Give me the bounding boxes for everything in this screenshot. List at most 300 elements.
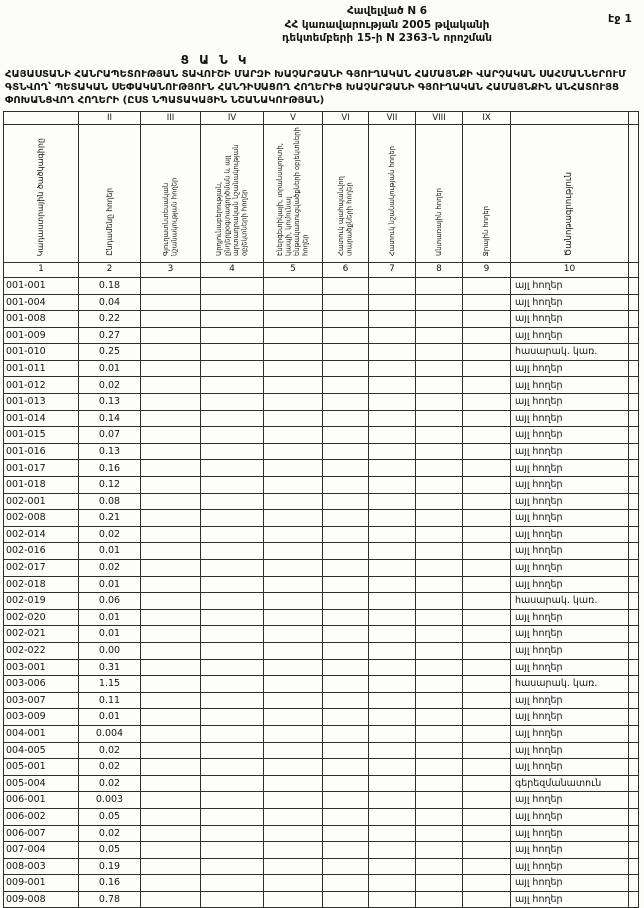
area-value-cell: 0.02 — [79, 759, 141, 776]
area-value-cell: 0.08 — [79, 493, 141, 510]
empty-category-cell — [463, 659, 511, 676]
empty-category-cell — [416, 609, 463, 626]
margin-strip-cell — [629, 742, 639, 759]
empty-category-cell — [141, 792, 201, 809]
empty-category-cell — [323, 327, 369, 344]
margin-strip-cell — [629, 410, 639, 427]
empty-category-cell — [201, 808, 264, 825]
empty-category-cell — [141, 825, 201, 842]
column-label-cell-text: Հատուկ նշանակության հողեր — [387, 145, 396, 256]
empty-category-cell — [369, 526, 416, 543]
empty-category-cell — [201, 526, 264, 543]
empty-category-cell — [369, 792, 416, 809]
empty-category-cell — [323, 725, 369, 742]
note-cell: այլ հողեր — [511, 560, 629, 577]
empty-category-cell — [264, 626, 323, 643]
table-row — [4, 344, 639, 361]
page-number: էջ 1 — [608, 12, 632, 25]
empty-category-cell — [201, 543, 264, 560]
note-cell: այլ հողեր — [511, 626, 629, 643]
column-label-cell — [141, 124, 201, 262]
cadastral-code-cell: 004-005 — [4, 742, 79, 759]
table-row — [4, 377, 639, 394]
empty-category-cell — [141, 725, 201, 742]
empty-category-cell — [201, 609, 264, 626]
empty-category-cell — [463, 709, 511, 726]
empty-category-cell — [369, 277, 416, 294]
empty-category-cell — [416, 394, 463, 411]
empty-category-cell — [264, 493, 323, 510]
empty-category-cell — [141, 526, 201, 543]
empty-category-cell — [416, 443, 463, 460]
column-number-cell: 7 — [369, 262, 416, 277]
note-cell: այլ հողեր — [511, 642, 629, 659]
empty-category-cell — [323, 410, 369, 427]
empty-category-cell — [323, 676, 369, 693]
empty-category-cell — [323, 759, 369, 776]
column-number-cell: 8 — [416, 262, 463, 277]
empty-category-cell — [323, 427, 369, 444]
margin-strip-cell — [629, 725, 639, 742]
column-label-cell-text: Արդյունաբերության, ընդերքօգտագործման և այլ արտադրական նշանակության օբյեկտների հողեր — [215, 144, 249, 256]
empty-category-cell — [264, 543, 323, 560]
cadastral-code-cell: 001-018 — [4, 477, 79, 494]
empty-category-cell — [369, 891, 416, 908]
empty-category-cell — [141, 443, 201, 460]
empty-category-cell — [416, 742, 463, 759]
note-cell: այլ հողեր — [511, 858, 629, 875]
empty-category-cell — [369, 858, 416, 875]
empty-category-cell — [201, 443, 264, 460]
empty-category-cell — [141, 410, 201, 427]
empty-category-cell — [323, 377, 369, 394]
empty-category-cell — [201, 510, 264, 527]
column-number-cell: 6 — [323, 262, 369, 277]
scanned-document-page — [0, 5, 644, 906]
note-cell: այլ հողեր — [511, 526, 629, 543]
area-value-cell: 0.16 — [79, 875, 141, 892]
empty-category-cell — [463, 493, 511, 510]
empty-category-cell — [201, 825, 264, 842]
area-value-cell: 0.02 — [79, 775, 141, 792]
margin-strip-cell — [629, 858, 639, 875]
empty-category-cell — [416, 825, 463, 842]
empty-category-cell — [323, 742, 369, 759]
empty-category-cell — [141, 394, 201, 411]
empty-category-cell — [264, 526, 323, 543]
area-value-cell: 0.05 — [79, 842, 141, 859]
empty-category-cell — [264, 891, 323, 908]
note-cell: այլ հողեր — [511, 792, 629, 809]
empty-category-cell — [201, 344, 264, 361]
empty-category-cell — [264, 327, 323, 344]
empty-category-cell — [264, 377, 323, 394]
empty-category-cell — [323, 576, 369, 593]
empty-category-cell — [141, 477, 201, 494]
empty-category-cell — [416, 311, 463, 328]
column-label-cell-text: Հատուկ պահպանվող տարածքների հողեր — [337, 176, 354, 256]
roman-numeral-cell: V — [264, 111, 323, 124]
cadastral-code-cell: 005-001 — [4, 759, 79, 776]
empty-category-cell — [463, 526, 511, 543]
roman-numeral-cell: IV — [201, 111, 264, 124]
empty-category-cell — [264, 875, 323, 892]
empty-category-cell — [201, 642, 264, 659]
empty-category-cell — [369, 460, 416, 477]
roman-numeral-cell: VI — [323, 111, 369, 124]
empty-category-cell — [264, 311, 323, 328]
cadastral-code-cell: 002-014 — [4, 526, 79, 543]
cadastral-code-cell: 002-017 — [4, 560, 79, 577]
empty-category-cell — [323, 443, 369, 460]
column-label-cell — [79, 124, 141, 262]
empty-category-cell — [416, 659, 463, 676]
empty-category-cell — [369, 311, 416, 328]
empty-category-cell — [463, 410, 511, 427]
empty-category-cell — [323, 891, 369, 908]
cadastral-code-cell: 002-022 — [4, 642, 79, 659]
table-row — [4, 891, 639, 908]
cadastral-code-cell: 001-008 — [4, 311, 79, 328]
cadastral-code-cell: 002-018 — [4, 576, 79, 593]
margin-strip-cell — [629, 327, 639, 344]
appendix-reference — [222, 5, 552, 46]
empty-category-cell — [264, 659, 323, 676]
table-row — [4, 560, 639, 577]
empty-category-cell — [369, 808, 416, 825]
empty-category-cell — [416, 327, 463, 344]
empty-category-cell — [323, 294, 369, 311]
table-row — [4, 593, 639, 610]
area-value-cell: 0.14 — [79, 410, 141, 427]
empty-category-cell — [201, 294, 264, 311]
empty-category-cell — [416, 526, 463, 543]
empty-category-cell — [463, 759, 511, 776]
empty-category-cell — [463, 692, 511, 709]
empty-category-cell — [369, 327, 416, 344]
empty-category-cell — [323, 775, 369, 792]
table-row — [4, 510, 639, 527]
empty-category-cell — [463, 725, 511, 742]
cadastral-code-cell: 008-003 — [4, 858, 79, 875]
margin-strip-cell — [629, 609, 639, 626]
empty-category-cell — [369, 543, 416, 560]
column-number-cell: 3 — [141, 262, 201, 277]
margin-strip-cell — [629, 875, 639, 892]
cadastral-code-cell: 004-001 — [4, 725, 79, 742]
empty-category-cell — [463, 360, 511, 377]
empty-category-cell — [201, 742, 264, 759]
table-row — [4, 543, 639, 560]
area-value-cell: 0.12 — [79, 477, 141, 494]
empty-category-cell — [201, 692, 264, 709]
empty-category-cell — [141, 493, 201, 510]
empty-category-cell — [141, 659, 201, 676]
area-value-cell: 0.02 — [79, 742, 141, 759]
empty-category-cell — [369, 560, 416, 577]
empty-category-cell — [416, 477, 463, 494]
empty-category-cell — [416, 676, 463, 693]
empty-category-cell — [323, 510, 369, 527]
empty-category-cell — [201, 477, 264, 494]
empty-category-cell — [323, 360, 369, 377]
empty-category-cell — [463, 593, 511, 610]
empty-category-cell — [264, 609, 323, 626]
area-value-cell: 0.004 — [79, 725, 141, 742]
note-cell: այլ հողեր — [511, 460, 629, 477]
empty-category-cell — [141, 311, 201, 328]
margin-strip-cell — [629, 377, 639, 394]
column-number-cell: 5 — [264, 262, 323, 277]
empty-category-cell — [264, 775, 323, 792]
column-number-cell: 1 — [4, 262, 79, 277]
empty-category-cell — [323, 842, 369, 859]
note-cell: այլ հողեր — [511, 875, 629, 892]
column-label-cell — [369, 124, 416, 262]
empty-category-cell — [416, 493, 463, 510]
empty-category-cell — [463, 510, 511, 527]
table-row — [4, 709, 639, 726]
margin-strip-cell — [629, 576, 639, 593]
empty-category-cell — [416, 709, 463, 726]
empty-category-cell — [416, 775, 463, 792]
empty-category-cell — [264, 725, 323, 742]
table-row — [4, 725, 639, 742]
note-cell: այլ հողեր — [511, 311, 629, 328]
empty-category-cell — [369, 825, 416, 842]
cadastral-code-cell: 001-013 — [4, 394, 79, 411]
note-cell: այլ հողեր — [511, 410, 629, 427]
note-cell: այլ հողեր — [511, 427, 629, 444]
empty-category-cell — [323, 460, 369, 477]
empty-category-cell — [463, 642, 511, 659]
empty-category-cell — [463, 875, 511, 892]
empty-category-cell — [201, 394, 264, 411]
margin-strip-cell — [629, 443, 639, 460]
margin-strip-cell — [629, 460, 639, 477]
margin-strip-cell — [629, 792, 639, 809]
document-title: ՀԱՅԱՍՏԱՆԻ ՀԱՆՐԱՊԵՏՈՒԹՅԱՆ ՏԱՎՈՒՇԻ ՄԱՐԶԻ ԽԱՉԱՐՁԱՆԻ ԳՅՈՒՂԱԿԱՆ ՀԱՄԱՅՆՔԻ ՎԱՐՉԱԿԱՆ ՍԱՀՄԱՆՆԵՐՈՒՄ ԳՏՆՎՈՂ՝ ՊԵՏԱԿԱՆ ՍԵՓԱԿԱՆՈՒԹՅՈՒՆ ՀԱՆԴԻՍԱՑՈՂ ՀՈՂԵՐԻՑ ԽԱՉԱՐՁԱՆԻ ԳՅՈՒՂԱԿԱՆ ՀԱՄԱՅՆՔԻՆ ԱՆՀԱՏՈՒՅՑ ՓՈԽԱՆՑՎՈՂ ՀՈՂԵՐԻ (ԸՍՏ ՆՊԱՏԱԿԱՅԻՆ ՆՇԱՆԱԿՈՒԹՅԱՆ) — [5, 68, 627, 106]
note-cell: այլ հողեր — [511, 543, 629, 560]
margin-strip-cell — [629, 709, 639, 726]
empty-category-cell — [141, 875, 201, 892]
empty-category-cell — [201, 725, 264, 742]
empty-category-cell — [201, 560, 264, 577]
empty-category-cell — [369, 394, 416, 411]
note-cell: այլ հողեր — [511, 510, 629, 527]
empty-category-cell — [323, 792, 369, 809]
empty-category-cell — [463, 808, 511, 825]
roman-numeral-cell: VIII — [416, 111, 463, 124]
cadastral-code-cell: 002-016 — [4, 543, 79, 560]
empty-category-cell — [264, 858, 323, 875]
empty-category-cell — [141, 676, 201, 693]
empty-category-cell — [201, 593, 264, 610]
cadastral-code-cell: 001-009 — [4, 327, 79, 344]
empty-category-cell — [416, 277, 463, 294]
empty-category-cell — [369, 593, 416, 610]
empty-category-cell — [416, 891, 463, 908]
empty-category-cell — [463, 543, 511, 560]
area-value-cell: 0.01 — [79, 543, 141, 560]
area-value-cell: 0.02 — [79, 377, 141, 394]
table-row — [4, 858, 639, 875]
area-value-cell: 0.19 — [79, 858, 141, 875]
empty-category-cell — [369, 294, 416, 311]
empty-category-cell — [463, 560, 511, 577]
note-cell: այլ հողեր — [511, 825, 629, 842]
empty-category-cell — [463, 825, 511, 842]
cadastral-code-cell: 001-001 — [4, 277, 79, 294]
cadastral-code-cell: 001-004 — [4, 294, 79, 311]
empty-category-cell — [141, 576, 201, 593]
empty-category-cell — [323, 692, 369, 709]
area-value-cell: 0.07 — [79, 427, 141, 444]
empty-category-cell — [141, 510, 201, 527]
area-value-cell: 0.21 — [79, 510, 141, 527]
note-cell: այլ հողեր — [511, 808, 629, 825]
margin-strip-cell — [629, 311, 639, 328]
empty-category-cell — [416, 875, 463, 892]
empty-category-cell — [264, 410, 323, 427]
margin-strip-cell — [629, 692, 639, 709]
empty-category-cell — [323, 626, 369, 643]
empty-category-cell — [201, 842, 264, 859]
area-value-cell: 0.01 — [79, 626, 141, 643]
empty-category-cell — [463, 576, 511, 593]
cadastral-code-cell: 003-006 — [4, 676, 79, 693]
empty-category-cell — [463, 377, 511, 394]
empty-category-cell — [201, 327, 264, 344]
area-value-cell: 0.13 — [79, 443, 141, 460]
column-label-cell-text: Ծանոթագրություն — [564, 171, 575, 256]
empty-category-cell — [323, 311, 369, 328]
column-label-cell-text: Ընդամենը հողեր — [104, 188, 114, 256]
empty-category-cell — [463, 609, 511, 626]
margin-strip-cell — [629, 394, 639, 411]
margin-strip-cell — [629, 526, 639, 543]
roman-numeral-cell: II — [79, 111, 141, 124]
note-cell: այլ հողեր — [511, 709, 629, 726]
cadastral-code-cell: 001-014 — [4, 410, 79, 427]
empty-category-cell — [463, 327, 511, 344]
empty-category-cell — [264, 427, 323, 444]
area-value-cell: 0.01 — [79, 609, 141, 626]
empty-category-cell — [323, 709, 369, 726]
cadastral-code-cell: 003-001 — [4, 659, 79, 676]
empty-category-cell — [369, 842, 416, 859]
empty-category-cell — [463, 775, 511, 792]
column-number-cell: 9 — [463, 262, 511, 277]
empty-category-cell — [323, 858, 369, 875]
empty-category-cell — [264, 477, 323, 494]
cadastral-code-cell: 002-019 — [4, 593, 79, 610]
empty-category-cell — [201, 377, 264, 394]
area-value-cell: 0.13 — [79, 394, 141, 411]
empty-category-cell — [323, 543, 369, 560]
area-value-cell: 0.02 — [79, 526, 141, 543]
empty-category-cell — [201, 493, 264, 510]
empty-category-cell — [416, 858, 463, 875]
table-row — [4, 676, 639, 693]
margin-strip-cell — [629, 825, 639, 842]
roman-numeral-cell: VII — [369, 111, 416, 124]
empty-category-cell — [264, 294, 323, 311]
empty-category-cell — [463, 477, 511, 494]
table-row — [4, 742, 639, 759]
cadastral-code-cell: 001-017 — [4, 460, 79, 477]
empty-category-cell — [369, 676, 416, 693]
empty-category-cell — [369, 709, 416, 726]
empty-category-cell — [323, 825, 369, 842]
empty-category-cell — [369, 626, 416, 643]
empty-category-cell — [416, 626, 463, 643]
note-cell: հասարակ. կառ. — [511, 344, 629, 361]
column-label-cell — [416, 124, 463, 262]
empty-category-cell — [264, 360, 323, 377]
cadastral-code-cell: 001-012 — [4, 377, 79, 394]
empty-category-cell — [416, 294, 463, 311]
cadastral-code-cell: 007-004 — [4, 842, 79, 859]
empty-category-cell — [323, 526, 369, 543]
margin-strip-cell — [629, 543, 639, 560]
column-label-cell-text: Կադաստրային ծածկագիրը — [36, 137, 45, 256]
empty-category-cell — [264, 593, 323, 610]
empty-category-cell — [369, 427, 416, 444]
empty-category-cell — [264, 709, 323, 726]
empty-category-cell — [141, 427, 201, 444]
note-cell: այլ հողեր — [511, 493, 629, 510]
empty-category-cell — [323, 477, 369, 494]
note-cell: այլ հողեր — [511, 842, 629, 859]
note-cell: այլ հողեր — [511, 742, 629, 759]
note-cell: այլ հողեր — [511, 576, 629, 593]
cadastral-code-cell: 006-001 — [4, 792, 79, 809]
empty-category-cell — [201, 277, 264, 294]
appendix-line-1: Հավելված N 6 — [346, 5, 428, 17]
empty-category-cell — [141, 294, 201, 311]
area-value-cell: 0.25 — [79, 344, 141, 361]
area-value-cell: 0.05 — [79, 808, 141, 825]
empty-category-cell — [141, 277, 201, 294]
note-cell: այլ հողեր — [511, 692, 629, 709]
area-value-cell: 0.22 — [79, 311, 141, 328]
list-heading: Ց Ա Ն Կ — [180, 52, 250, 67]
empty-category-cell — [463, 294, 511, 311]
margin-strip-cell — [629, 360, 639, 377]
table-row — [4, 427, 639, 444]
area-value-cell: 0.01 — [79, 576, 141, 593]
cadastral-code-cell: 002-020 — [4, 609, 79, 626]
empty-category-cell — [141, 377, 201, 394]
margin-strip-cell — [629, 659, 639, 676]
margin-strip-cell — [629, 842, 639, 859]
cadastral-code-cell: 002-001 — [4, 493, 79, 510]
table-row — [4, 443, 639, 460]
table-row — [4, 842, 639, 859]
margin-strip-cell — [629, 510, 639, 527]
margin-strip-cell — [629, 891, 639, 908]
appendix-line-3: դեկտեմբերի 15-ի N 2363-Ն որոշման — [281, 32, 493, 45]
empty-category-cell — [463, 344, 511, 361]
margin-strip-cell — [629, 808, 639, 825]
empty-category-cell — [201, 460, 264, 477]
margin-strip-cell — [629, 626, 639, 643]
empty-category-cell — [369, 609, 416, 626]
cadastral-code-cell: 001-010 — [4, 344, 79, 361]
empty-category-cell — [416, 560, 463, 577]
cadastral-code-cell: 009-001 — [4, 875, 79, 892]
